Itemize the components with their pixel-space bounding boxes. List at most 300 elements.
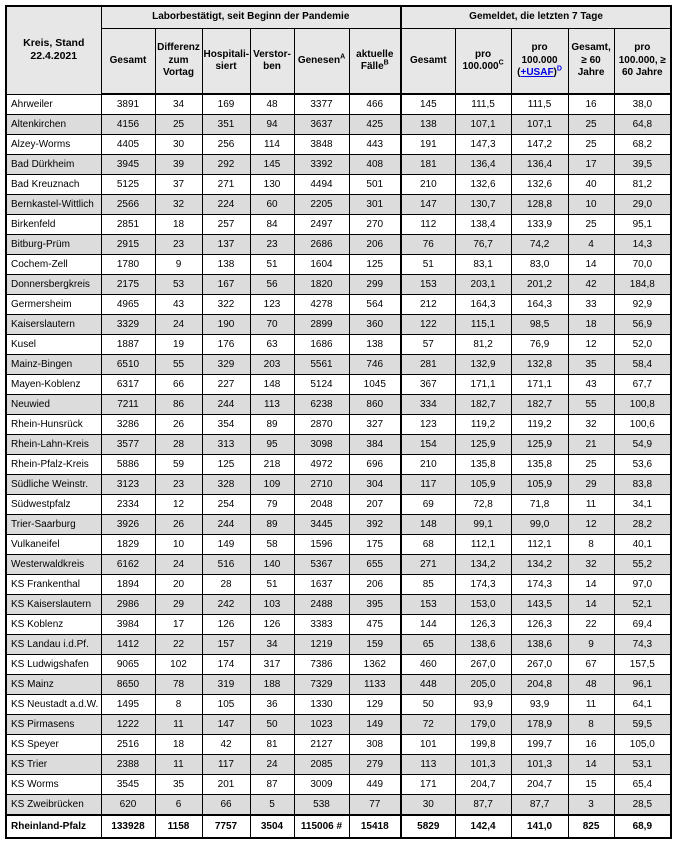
cell-pro-100k-usaf: 83,0 [511, 255, 568, 275]
table-row [6, 155, 671, 175]
cell-verstorben: 126 [250, 615, 294, 635]
table-row [6, 455, 671, 475]
cell-genesen: 1820 [294, 275, 349, 295]
total-cell-kreis: Rheinland-Pfalz [6, 815, 101, 838]
cell-gesamt-7t: 154 [401, 435, 455, 455]
cell-kreis: KS Koblenz [6, 615, 101, 635]
cell-gesamt-60: 12 [568, 335, 614, 355]
table-row [6, 735, 671, 755]
cell-gesamt-7t: 460 [401, 655, 455, 675]
cell-kreis: KS Worms [6, 775, 101, 795]
cell-genesen: 3637 [294, 115, 349, 135]
cell-gesamt: 1412 [101, 635, 155, 655]
cell-gesamt-60: 21 [568, 435, 614, 455]
cell-kreis: Vulkaneifel [6, 535, 101, 555]
cell-kreis: KS Mainz [6, 675, 101, 695]
cell-differenz-vortag: 55 [155, 355, 202, 375]
cell-pro-100k-60: 68,2 [614, 135, 671, 155]
footnote-marker-d: D [556, 65, 562, 73]
cell-hospitalisiert: 354 [202, 415, 250, 435]
cell-hospitalisiert: 224 [202, 195, 250, 215]
cell-gesamt-7t: 112 [401, 215, 455, 235]
cell-pro-100k: 134,2 [455, 555, 511, 575]
cell-aktuelle-faelle: 206 [349, 575, 401, 595]
cell-genesen: 2488 [294, 595, 349, 615]
cell-hospitalisiert: 328 [202, 475, 250, 495]
cell-verstorben: 5 [250, 795, 294, 816]
cell-differenz-vortag: 34 [155, 94, 202, 115]
cell-kreis: Bernkastel-Wittlich [6, 195, 101, 215]
table-body [6, 94, 671, 838]
cell-gesamt: 3926 [101, 515, 155, 535]
cell-aktuelle-faelle: 279 [349, 755, 401, 775]
cell-kreis: Rhein-Hunsrück [6, 415, 101, 435]
cell-differenz-vortag: 25 [155, 115, 202, 135]
cell-aktuelle-faelle: 299 [349, 275, 401, 295]
cell-pro-100k-usaf: 125,9 [511, 435, 568, 455]
cell-pro-100k: 138,6 [455, 635, 511, 655]
cell-differenz-vortag: 9 [155, 255, 202, 275]
cell-pro-100k: 112,1 [455, 535, 511, 555]
cell-gesamt-7t: 210 [401, 175, 455, 195]
cell-pro-100k-usaf: 164,3 [511, 295, 568, 315]
cell-pro-100k: 153,0 [455, 595, 511, 615]
usaf-addon: (+USAF)$^D$ [517, 65, 562, 79]
cell-pro-100k-60: 65,4 [614, 775, 671, 795]
cell-gesamt-60: 15 [568, 775, 614, 795]
cell-gesamt: 6162 [101, 555, 155, 575]
cell-hospitalisiert: 322 [202, 295, 250, 315]
cell-kreis: Südliche Weinstr. [6, 475, 101, 495]
cell-verstorben: 317 [250, 655, 294, 675]
cell-gesamt-7t: 148 [401, 515, 455, 535]
cell-kreis: KS Pirmasens [6, 715, 101, 735]
cell-pro-100k-usaf: 135,8 [511, 455, 568, 475]
cell-verstorben: 87 [250, 775, 294, 795]
cell-verstorben: 148 [250, 375, 294, 395]
cell-hospitalisiert: 174 [202, 655, 250, 675]
cell-pro-100k-usaf: 136,4 [511, 155, 568, 175]
cell-differenz-vortag: 18 [155, 735, 202, 755]
cell-pro-100k-60: 83,8 [614, 475, 671, 495]
cell-gesamt-60: 25 [568, 215, 614, 235]
cell-gesamt-60: 14 [568, 595, 614, 615]
cell-verstorben: 95 [250, 435, 294, 455]
cell-kreis: Trier-Saarburg [6, 515, 101, 535]
cell-pro-100k: 132,9 [455, 355, 511, 375]
cell-genesen: 2048 [294, 495, 349, 515]
cell-differenz-vortag: 66 [155, 375, 202, 395]
cell-gesamt-60: 8 [568, 535, 614, 555]
table-row [6, 635, 671, 655]
cell-gesamt: 2986 [101, 595, 155, 615]
cell-gesamt: 6510 [101, 355, 155, 375]
cell-gesamt-7t: 281 [401, 355, 455, 375]
cell-hospitalisiert: 125 [202, 455, 250, 475]
cell-gesamt-60: 25 [568, 135, 614, 155]
cell-gesamt-7t: 171 [401, 775, 455, 795]
cell-aktuelle-faelle: 746 [349, 355, 401, 375]
cell-verstorben: 84 [250, 215, 294, 235]
cell-hospitalisiert: 256 [202, 135, 250, 155]
cell-hospitalisiert: 147 [202, 715, 250, 735]
cell-genesen: 5561 [294, 355, 349, 375]
cell-genesen: 2127 [294, 735, 349, 755]
cell-pro-100k-usaf: 87,7 [511, 795, 568, 816]
cell-verstorben: 203 [250, 355, 294, 375]
cell-pro-100k: 101,3 [455, 755, 511, 775]
cell-verstorben: 50 [250, 715, 294, 735]
cell-gesamt-60: 9 [568, 635, 614, 655]
cell-gesamt-7t: 138 [401, 115, 455, 135]
cell-gesamt: 1894 [101, 575, 155, 595]
total-cell-hospitalisiert: 7757 [202, 815, 250, 838]
cell-pro-100k: 199,8 [455, 735, 511, 755]
table-row [6, 475, 671, 495]
cell-kreis: KS Frankenthal [6, 575, 101, 595]
cell-kreis: Rhein-Lahn-Kreis [6, 435, 101, 455]
cell-pro-100k: 76,7 [455, 235, 511, 255]
cell-gesamt-7t: 76 [401, 235, 455, 255]
cell-pro-100k-60: 64,1 [614, 695, 671, 715]
cell-hospitalisiert: 42 [202, 735, 250, 755]
cell-pro-100k-60: 39,5 [614, 155, 671, 175]
cell-pro-100k-60: 95,1 [614, 215, 671, 235]
cell-pro-100k: 174,3 [455, 575, 511, 595]
cell-hospitalisiert: 244 [202, 395, 250, 415]
cell-verstorben: 188 [250, 675, 294, 695]
cell-pro-100k: 203,1 [455, 275, 511, 295]
cell-pro-100k: 119,2 [455, 415, 511, 435]
cell-verstorben: 63 [250, 335, 294, 355]
cell-differenz-vortag: 12 [155, 495, 202, 515]
cell-gesamt-60: 67 [568, 655, 614, 675]
cell-pro-100k-usaf: 128,8 [511, 195, 568, 215]
cell-pro-100k-usaf: 134,2 [511, 555, 568, 575]
cell-kreis: Kaiserslautern [6, 315, 101, 335]
cell-pro-100k-usaf: 133,9 [511, 215, 568, 235]
cell-gesamt: 4965 [101, 295, 155, 315]
cell-gesamt-60: 43 [568, 375, 614, 395]
cell-pro-100k-60: 38,0 [614, 94, 671, 115]
cell-aktuelle-faelle: 304 [349, 475, 401, 495]
cell-kreis: Alzey-Worms [6, 135, 101, 155]
cell-hospitalisiert: 167 [202, 275, 250, 295]
cell-gesamt: 1887 [101, 335, 155, 355]
cell-differenz-vortag: 23 [155, 475, 202, 495]
cell-kreis: KS Neustadt a.d.W. [6, 695, 101, 715]
cell-pro-100k-60: 100,8 [614, 395, 671, 415]
cell-aktuelle-faelle: 301 [349, 195, 401, 215]
cell-kreis: Germersheim [6, 295, 101, 315]
cell-hospitalisiert: 516 [202, 555, 250, 575]
cell-gesamt-60: 12 [568, 515, 614, 535]
cell-pro-100k-usaf: 98,5 [511, 315, 568, 335]
col-header-aktuelle-faelle: aktuelle Fälle$^B$ [349, 29, 401, 95]
cell-gesamt-7t: 271 [401, 555, 455, 575]
cell-gesamt: 1829 [101, 535, 155, 555]
cell-pro-100k: 132,6 [455, 175, 511, 195]
cell-differenz-vortag: 32 [155, 195, 202, 215]
cell-differenz-vortag: 20 [155, 575, 202, 595]
cell-pro-100k: 171,1 [455, 375, 511, 395]
cell-genesen: 3848 [294, 135, 349, 155]
cell-pro-100k: 87,7 [455, 795, 511, 816]
cell-gesamt-60: 8 [568, 715, 614, 735]
cell-gesamt-60: 32 [568, 415, 614, 435]
cell-aktuelle-faelle: 860 [349, 395, 401, 415]
cell-verstorben: 79 [250, 495, 294, 515]
cell-genesen: 2899 [294, 315, 349, 335]
cell-differenz-vortag: 37 [155, 175, 202, 195]
cell-differenz-vortag: 102 [155, 655, 202, 675]
cell-genesen: 1330 [294, 695, 349, 715]
cell-pro-100k: 204,7 [455, 775, 511, 795]
cell-pro-100k-60: 96,1 [614, 675, 671, 695]
cell-pro-100k-60: 58,4 [614, 355, 671, 375]
cell-gesamt-7t: 145 [401, 94, 455, 115]
cell-aktuelle-faelle: 175 [349, 535, 401, 555]
col-header-hospitalisiert: Hospitali-siert [202, 29, 250, 95]
cell-aktuelle-faelle: 1045 [349, 375, 401, 395]
cell-gesamt-60: 35 [568, 355, 614, 375]
cell-gesamt-60: 16 [568, 94, 614, 115]
cell-pro-100k: 205,0 [455, 675, 511, 695]
cell-differenz-vortag: 8 [155, 695, 202, 715]
cell-gesamt-7t: 367 [401, 375, 455, 395]
cell-differenz-vortag: 39 [155, 155, 202, 175]
cell-hospitalisiert: 313 [202, 435, 250, 455]
cell-hospitalisiert: 126 [202, 615, 250, 635]
total-cell-genesen: 115006 # [294, 815, 349, 838]
cell-gesamt-60: 18 [568, 315, 614, 335]
cell-kreis: Bitburg-Prüm [6, 235, 101, 255]
table-row [6, 94, 671, 115]
table-row [6, 215, 671, 235]
cell-kreis: KS Trier [6, 755, 101, 775]
cell-pro-100k-usaf: 126,3 [511, 615, 568, 635]
cell-gesamt-7t: 57 [401, 335, 455, 355]
cell-verstorben: 58 [250, 535, 294, 555]
cell-aktuelle-faelle: 206 [349, 235, 401, 255]
table-row [6, 175, 671, 195]
cell-gesamt-7t: 68 [401, 535, 455, 555]
cell-genesen: 1604 [294, 255, 349, 275]
cell-genesen: 3392 [294, 155, 349, 175]
cell-kreis: Ahrweiler [6, 94, 101, 115]
cell-hospitalisiert: 257 [202, 215, 250, 235]
col-header-gesamt-pandemie: Gesamt [101, 29, 155, 95]
total-cell-pro-100k-60: 68,9 [614, 815, 671, 838]
cell-pro-100k-60: 55,2 [614, 555, 671, 575]
cell-genesen: 4278 [294, 295, 349, 315]
cell-pro-100k-usaf: 99,0 [511, 515, 568, 535]
cell-hospitalisiert: 329 [202, 355, 250, 375]
table-row [6, 755, 671, 775]
cell-verstorben: 56 [250, 275, 294, 295]
cell-pro-100k-usaf: 71,8 [511, 495, 568, 515]
cell-verstorben: 89 [250, 415, 294, 435]
cell-pro-100k-usaf: 201,2 [511, 275, 568, 295]
cell-genesen: 7386 [294, 655, 349, 675]
cell-gesamt: 3286 [101, 415, 155, 435]
cell-verstorben: 48 [250, 94, 294, 115]
kreis-date-header: Kreis, Stand 22.4.2021 [6, 6, 101, 94]
cell-genesen: 6238 [294, 395, 349, 415]
cell-pro-100k-usaf: 199,7 [511, 735, 568, 755]
cell-kreis: Bad Dürkheim [6, 155, 101, 175]
cell-verstorben: 81 [250, 735, 294, 755]
cell-gesamt-7t: 448 [401, 675, 455, 695]
cell-pro-100k-60: 70,0 [614, 255, 671, 275]
cell-pro-100k-usaf: 178,9 [511, 715, 568, 735]
total-cell-gesamt: 133928 [101, 815, 155, 838]
cell-verstorben: 34 [250, 635, 294, 655]
cell-differenz-vortag: 78 [155, 675, 202, 695]
cell-gesamt: 620 [101, 795, 155, 816]
cell-gesamt: 3945 [101, 155, 155, 175]
cell-gesamt-7t: 144 [401, 615, 455, 635]
cell-verstorben: 51 [250, 575, 294, 595]
cell-aktuelle-faelle: 308 [349, 735, 401, 755]
cell-differenz-vortag: 23 [155, 235, 202, 255]
cell-pro-100k: 267,0 [455, 655, 511, 675]
total-cell-verstorben: 3504 [250, 815, 294, 838]
cell-pro-100k-usaf: 76,9 [511, 335, 568, 355]
cell-gesamt-60: 14 [568, 575, 614, 595]
cell-pro-100k-usaf: 204,7 [511, 775, 568, 795]
cell-hospitalisiert: 292 [202, 155, 250, 175]
cell-hospitalisiert: 66 [202, 795, 250, 816]
col-header-gesamt-ab60: Gesamt, ≥ 60 Jahre [568, 29, 614, 95]
cell-genesen: 1637 [294, 575, 349, 595]
cell-genesen: 2085 [294, 755, 349, 775]
cell-kreis: KS Landau i.d.Pf. [6, 635, 101, 655]
cell-aktuelle-faelle: 1362 [349, 655, 401, 675]
cell-differenz-vortag: 26 [155, 415, 202, 435]
cell-hospitalisiert: 351 [202, 115, 250, 135]
cell-verstorben: 70 [250, 315, 294, 335]
cell-aktuelle-faelle: 425 [349, 115, 401, 135]
table-row [6, 295, 671, 315]
cell-gesamt-7t: 85 [401, 575, 455, 595]
cell-gesamt-7t: 30 [401, 795, 455, 816]
cell-gesamt: 8650 [101, 675, 155, 695]
cell-pro-100k-60: 74,3 [614, 635, 671, 655]
cell-differenz-vortag: 59 [155, 455, 202, 475]
table-row [6, 695, 671, 715]
cell-gesamt: 2566 [101, 195, 155, 215]
total-cell-gesamt-60: 825 [568, 815, 614, 838]
cell-gesamt-60: 42 [568, 275, 614, 295]
cell-pro-100k-usaf: 143,5 [511, 595, 568, 615]
cell-gesamt-7t: 123 [401, 415, 455, 435]
cell-aktuelle-faelle: 270 [349, 215, 401, 235]
cell-pro-100k-usaf: 147,2 [511, 135, 568, 155]
cell-pro-100k-60: 14,3 [614, 235, 671, 255]
table-row [6, 615, 671, 635]
cell-pro-100k-usaf: 171,1 [511, 375, 568, 395]
cell-aktuelle-faelle: 207 [349, 495, 401, 515]
cell-gesamt: 3545 [101, 775, 155, 795]
cell-differenz-vortag: 24 [155, 315, 202, 335]
cell-pro-100k-usaf: 138,6 [511, 635, 568, 655]
cell-genesen: 538 [294, 795, 349, 816]
cell-gesamt: 3329 [101, 315, 155, 335]
cell-differenz-vortag: 6 [155, 795, 202, 816]
cell-gesamt-60: 32 [568, 555, 614, 575]
table-row [6, 395, 671, 415]
cell-pro-100k: 179,0 [455, 715, 511, 735]
table-row [6, 115, 671, 135]
cell-aktuelle-faelle: 392 [349, 515, 401, 535]
table-row [6, 375, 671, 395]
cell-differenz-vortag: 29 [155, 595, 202, 615]
table-row [6, 255, 671, 275]
cell-pro-100k: 135,8 [455, 455, 511, 475]
cell-differenz-vortag: 86 [155, 395, 202, 415]
cell-aktuelle-faelle: 1133 [349, 675, 401, 695]
cell-pro-100k-60: 40,1 [614, 535, 671, 555]
usaf-link[interactable]: +USAF [520, 67, 554, 79]
cell-verstorben: 145 [250, 155, 294, 175]
cell-gesamt: 4405 [101, 135, 155, 155]
cell-gesamt: 1495 [101, 695, 155, 715]
table-row [6, 675, 671, 695]
table-row [6, 275, 671, 295]
cell-pro-100k: 81,2 [455, 335, 511, 355]
cell-verstorben: 60 [250, 195, 294, 215]
cell-gesamt-7t: 210 [401, 455, 455, 475]
cell-genesen: 1686 [294, 335, 349, 355]
cell-genesen: 3009 [294, 775, 349, 795]
cell-pro-100k-60: 53,1 [614, 755, 671, 775]
cell-pro-100k-usaf: 101,3 [511, 755, 568, 775]
total-cell-aktuelle-faelle: 15418 [349, 815, 401, 838]
cell-gesamt-7t: 153 [401, 595, 455, 615]
cell-aktuelle-faelle: 159 [349, 635, 401, 655]
col-header-differenz-vortag: Differenz zum Vortag [155, 29, 202, 95]
cell-verstorben: 140 [250, 555, 294, 575]
cell-differenz-vortag: 53 [155, 275, 202, 295]
cell-genesen: 2710 [294, 475, 349, 495]
cell-verstorben: 94 [250, 115, 294, 135]
table-row [6, 235, 671, 255]
cell-pro-100k-usaf: 132,8 [511, 355, 568, 375]
cell-kreis: KS Kaiserslautern [6, 595, 101, 615]
cell-pro-100k-60: 53,6 [614, 455, 671, 475]
cell-gesamt: 7211 [101, 395, 155, 415]
cell-kreis: KS Ludwigshafen [6, 655, 101, 675]
table-row [6, 515, 671, 535]
cell-gesamt-7t: 113 [401, 755, 455, 775]
cell-pro-100k-60: 157,5 [614, 655, 671, 675]
cell-genesen: 4494 [294, 175, 349, 195]
table-row [6, 715, 671, 735]
table-row [6, 355, 671, 375]
cell-pro-100k: 182,7 [455, 395, 511, 415]
cell-gesamt: 3577 [101, 435, 155, 455]
cell-gesamt: 2915 [101, 235, 155, 255]
cell-kreis: Bad Kreuznach [6, 175, 101, 195]
cell-pro-100k-usaf: 111,5 [511, 94, 568, 115]
cell-kreis: Mainz-Bingen [6, 355, 101, 375]
cell-gesamt-60: 25 [568, 115, 614, 135]
cell-gesamt-60: 33 [568, 295, 614, 315]
cell-gesamt-60: 48 [568, 675, 614, 695]
cell-pro-100k: 138,4 [455, 215, 511, 235]
cell-pro-100k-usaf: 182,7 [511, 395, 568, 415]
